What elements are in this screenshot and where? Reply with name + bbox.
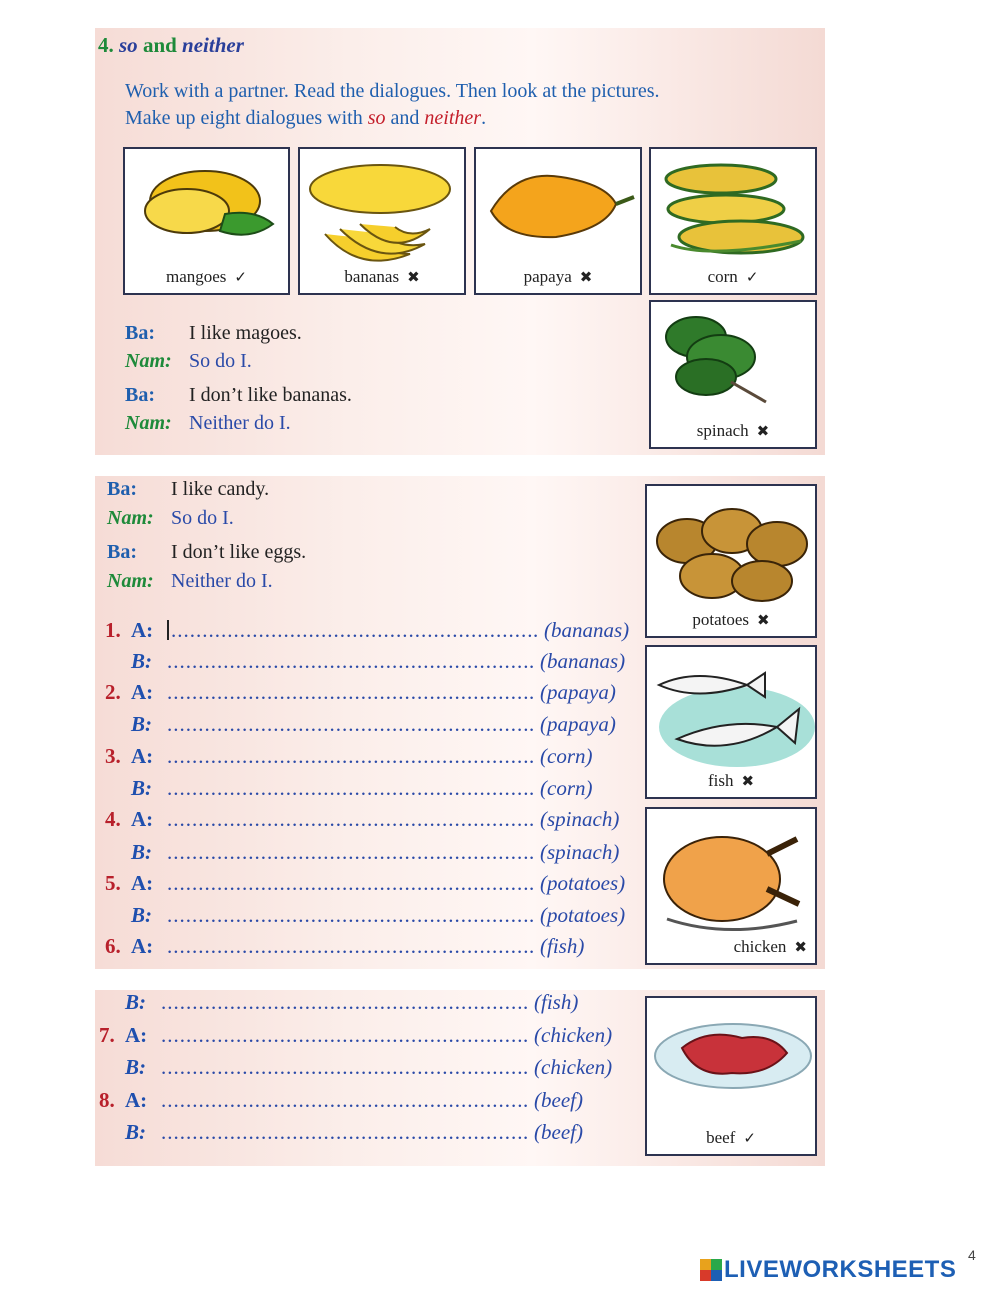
picture-fish — [645, 645, 817, 799]
caption-bananas: bananas ✖ — [344, 267, 420, 286]
dialogue-line-5: Ba: I like candy. — [107, 478, 270, 500]
exercise-5-b: B: ........................................................... (potatoes) — [131, 903, 626, 927]
caption-fish: fish ✖ — [707, 771, 755, 790]
worksheet-panel-top — [95, 28, 825, 455]
dialogue-line-3: Ba: I don’t like bananas. — [125, 384, 352, 406]
title-so: so — [119, 33, 138, 57]
picture-chicken — [645, 807, 817, 965]
answer-blank[interactable]: .......................................................... — [161, 1120, 524, 1144]
answer-blank[interactable]: .......................................................... — [161, 990, 524, 1014]
answer-blank[interactable]: .......................................................... — [167, 934, 530, 958]
answer-blank[interactable]: .......................................................... — [167, 712, 530, 736]
exercise-6-a: 6. A: ........................................................... (fish) — [105, 934, 585, 958]
caption-corn: corn ✓ — [707, 267, 759, 286]
answer-blank[interactable]: .......................................................... — [167, 807, 530, 831]
instruction-line-2 — [125, 107, 486, 130]
worksheet-panel-middle — [95, 476, 825, 969]
answer-blank[interactable]: .......................................................... — [167, 776, 530, 800]
caption-potatoes: potatoes ✖ — [692, 610, 770, 629]
text-cursor — [167, 620, 169, 640]
page-number: 4 — [968, 1247, 976, 1263]
answer-blank[interactable]: .......................................................... — [167, 649, 530, 673]
exercise-1-a: 1. A: ........................................................... (bananas) — [105, 618, 630, 642]
exercise-3-b: B: ........................................................... (corn) — [131, 776, 593, 800]
answer-blank[interactable]: .......................................................... — [167, 840, 530, 864]
picture-papaya — [474, 147, 642, 295]
exercise-title — [98, 33, 244, 58]
dialogue-line-6: Nam: So do I. — [107, 507, 234, 529]
exercise-2-b: B: ........................................................... (papaya) — [131, 712, 616, 736]
instruction-and: and — [390, 107, 420, 129]
exercise-5-a: 5. A: ........................................................... (potatoes) — [105, 871, 626, 895]
instruction-line-1: Work with a partner. Read the dialogues. Then look at the pictures. — [125, 80, 660, 102]
worksheet-panel-bottom — [95, 990, 825, 1166]
caption-spinach: spinach ✖ — [696, 421, 770, 440]
exercise-7-b: B: ........................................................... (chicken) — [125, 1055, 613, 1079]
liveworksheets-logo — [700, 1256, 956, 1284]
answer-blank[interactable]: .......................................................... — [167, 744, 530, 768]
answer-blank[interactable]: .......................................................... — [171, 618, 534, 642]
brand-name: LIVEWORKSHEETS — [724, 1256, 957, 1283]
answer-blank[interactable]: .......................................................... — [167, 903, 530, 927]
exercise-3-a: 3. A: ........................................................... (corn) — [105, 744, 593, 768]
dialogue-line-1: Ba: I like magoes. — [125, 322, 302, 344]
instruction-text: Make up eight dialogues with — [125, 107, 363, 129]
instruction-period: . — [481, 107, 487, 129]
title-number: 4. — [98, 33, 114, 57]
exercise-4-b: B: ........................................................... (spinach) — [131, 840, 620, 864]
dialogue-line-8: Nam: Neither do I. — [107, 570, 273, 592]
picture-spinach — [649, 300, 817, 449]
answer-blank[interactable]: .......................................................... — [161, 1088, 524, 1112]
logo-mark-icon — [700, 1259, 722, 1281]
picture-bananas — [298, 147, 466, 295]
answer-blank[interactable]: .......................................................... — [167, 871, 530, 895]
exercise-6-b: B: ........................................................... (fish) — [125, 990, 579, 1014]
exercise-8-a: 8. A: ........................................................... (beef) — [99, 1088, 583, 1112]
dialogue-line-4: Nam: Neither do I. — [125, 412, 291, 434]
caption-papaya: papaya ✖ — [523, 267, 593, 286]
exercise-7-a: 7. A: ........................................................... (chicken) — [99, 1023, 613, 1047]
exercise-4-a: 4. A: ........................................................... (spinach) — [105, 807, 620, 831]
title-and: and — [142, 33, 177, 57]
caption-beef: beef ✓ — [706, 1128, 756, 1147]
caption-chicken: chicken ✖ — [733, 937, 807, 956]
picture-mangoes — [123, 147, 290, 295]
exercise-1-b: B: ........................................................... (bananas) — [131, 649, 626, 673]
answer-blank[interactable]: .......................................................... — [167, 680, 530, 704]
answer-blank[interactable]: .......................................................... — [161, 1023, 524, 1047]
caption-mangoes: mangoes ✓ — [165, 267, 247, 286]
picture-potatoes — [645, 484, 817, 638]
instruction-neither: neither — [424, 107, 482, 129]
answer-blank[interactable]: .......................................................... — [161, 1055, 524, 1079]
dialogue-line-2: Nam: So do I. — [125, 350, 252, 372]
picture-corn — [649, 147, 817, 295]
exercise-2-a: 2. A: ........................................................... (papaya) — [105, 680, 616, 704]
dialogue-line-7: Ba: I don’t like eggs. — [107, 541, 307, 563]
instruction-so: so — [367, 107, 386, 129]
picture-beef — [645, 996, 817, 1156]
exercise-8-b: B: ........................................................... (beef) — [125, 1120, 583, 1144]
title-neither: neither — [182, 33, 244, 57]
